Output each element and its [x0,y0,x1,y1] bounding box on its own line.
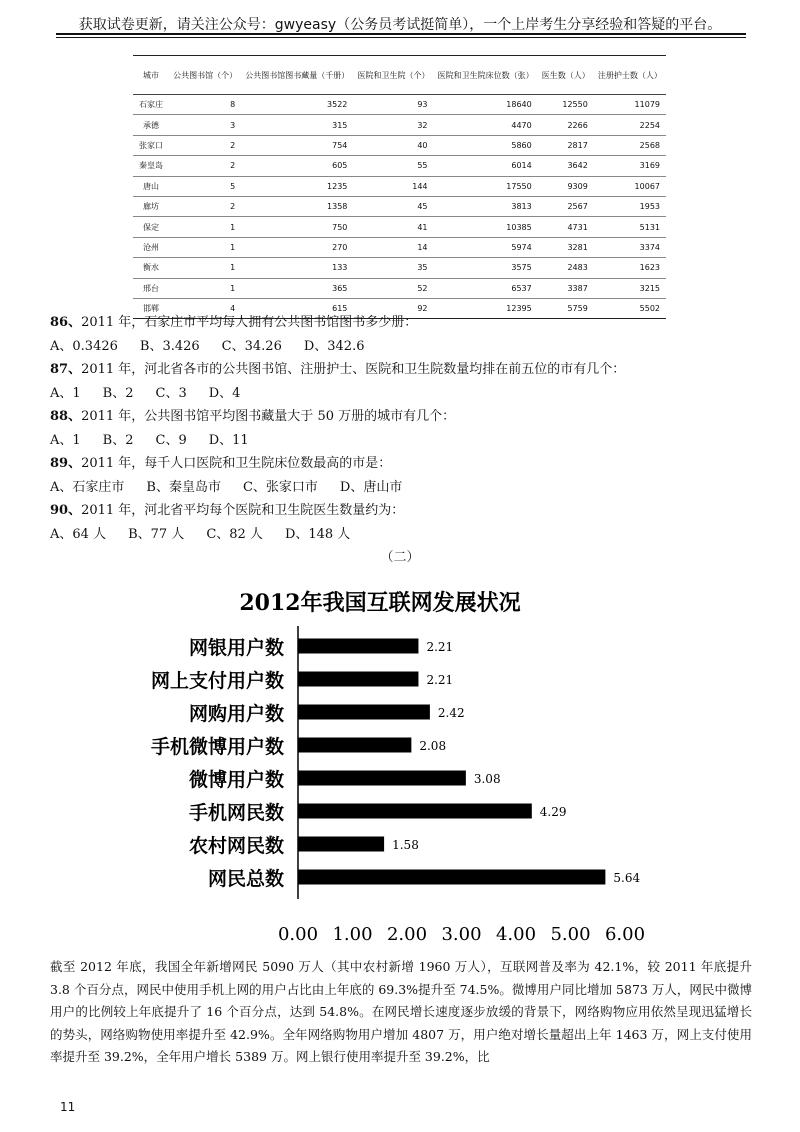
bar-category-label: 微博用户数 [188,769,284,791]
bar-value-label: 4.29 [539,805,567,819]
answer-option: C、9 [155,432,187,448]
table-value-cell: 9309 [538,176,594,196]
table-city-cell: 承德 [133,115,169,135]
answer-option: D、11 [208,432,249,448]
table-value-cell: 6014 [434,156,538,176]
table-city-cell: 邢台 [133,278,169,298]
table-value-cell: 52 [353,278,433,298]
table-value-cell: 2 [169,156,241,176]
answer-option: A、1 [50,385,81,401]
table-value-cell: 754 [241,135,353,155]
table-value-cell: 18640 [434,95,538,115]
table-header-cell: 城市 [133,56,169,95]
table-row [133,95,666,115]
table-row [133,176,666,196]
bar [298,804,532,819]
table-row [133,237,666,257]
table-value-cell: 2254 [594,115,666,135]
table-value-cell: 14 [353,237,433,257]
answer-option: A、1 [50,432,81,448]
question-stem [50,358,750,382]
table-value-cell: 750 [241,217,353,237]
question-number: 88、 [50,409,82,424]
table-header-cell: 注册护士数（人） [594,56,666,95]
chart-title: 2012年我国互联网发展状况 [239,590,521,616]
table-value-cell: 365 [241,278,353,298]
question-text: 2011 年，公共图书馆平均图书藏量大于 50 万册的城市有几个： [81,409,456,424]
answer-option: C、82 人 [206,526,263,542]
table-city-cell: 张家口 [133,135,169,155]
x-tick-label: 0.00 [277,924,319,945]
x-tick-label: 5.00 [550,924,591,945]
table-value-cell: 4470 [434,115,538,135]
table-value-cell: 5131 [594,217,666,237]
bar-category-label: 手机微博用户数 [150,736,284,758]
table-value-cell: 3522 [241,95,353,115]
answer-options [50,335,750,359]
table-value-cell: 133 [241,258,353,278]
bar-value-label: 2.42 [437,706,465,720]
table-row [133,196,666,216]
bar [298,870,605,885]
table-header-cell: 医院和卫生院床位数（张） [434,56,538,95]
answer-option: C、3 [155,385,187,401]
table-value-cell: 5 [169,176,241,196]
question-text: 2011 年，每千人口医院和卫生院床位数最高的市是： [81,456,392,471]
bar-category-label: 网银用户数 [188,637,284,659]
table-city-cell: 邯郸 [133,298,169,318]
table-value-cell: 93 [353,95,433,115]
bar-category-label: 手机网民数 [188,802,284,824]
table-value-cell: 2483 [538,258,594,278]
table-value-cell: 3642 [538,156,594,176]
bar-chart [150,578,670,948]
table-value-cell: 315 [241,115,353,135]
section-label: （二） [380,550,420,565]
table-value-cell: 2567 [538,196,594,216]
table-value-cell: 32 [353,115,433,135]
table-value-cell: 5502 [594,298,666,318]
table-city-cell: 石家庄 [133,95,169,115]
answer-options [50,382,750,406]
answer-options [50,476,750,500]
table-value-cell: 12395 [434,298,538,318]
bar-category-label: 农村网民数 [188,835,284,857]
table-value-cell: 1953 [594,196,666,216]
question-stem [50,452,750,476]
table-row [133,115,666,135]
question-list [50,311,750,570]
table-value-cell: 5759 [538,298,594,318]
table-city-cell: 沧州 [133,237,169,257]
bar [298,771,466,786]
answer-option: B、2 [102,432,134,448]
answer-options [50,523,750,547]
table-value-cell: 10385 [434,217,538,237]
answer-option: A、石家庄市 [50,479,125,495]
table-value-cell: 1358 [241,196,353,216]
table-value-cell: 2568 [594,135,666,155]
answer-option: C、34.26 [221,338,282,354]
bar [298,672,418,687]
table-value-cell: 45 [353,196,433,216]
table-value-cell: 1 [169,237,241,257]
question-stem [50,311,750,335]
answer-option: B、2 [102,385,134,401]
table-header-cell: 公共图书馆图书藏量（千册） [241,56,353,95]
table-value-cell: 12550 [538,95,594,115]
table-city-cell: 保定 [133,217,169,237]
answer-option: D、4 [208,385,241,401]
table-value-cell: 10067 [594,176,666,196]
table-value-cell: 1623 [594,258,666,278]
table-value-cell: 92 [353,298,433,318]
bar-value-label: 3.08 [473,772,501,786]
bar [298,738,411,753]
table-value-cell: 1 [169,217,241,237]
table-row [133,156,666,176]
bar-value-label: 2.08 [419,739,447,753]
question-text: 2011 年，石家庄市平均每人拥有公共图书馆图书多少册： [81,315,418,330]
table-value-cell: 8 [169,95,241,115]
header-rule-thick [56,33,746,35]
bar [298,837,384,852]
table-value-cell: 3387 [538,278,594,298]
bar-value-label: 5.64 [613,871,641,885]
question-number: 86、 [50,315,82,330]
table-value-cell: 3575 [434,258,538,278]
table-value-cell: 55 [353,156,433,176]
answer-option: D、唐山市 [339,479,403,495]
table-row [133,278,666,298]
table-value-cell: 40 [353,135,433,155]
bar-category-label: 网上支付用户数 [150,670,284,692]
question-text: 2011 年，河北省平均每个医院和卫生院医生数量约为： [81,503,405,518]
table-value-cell: 41 [353,217,433,237]
bar-value-label: 2.21 [426,673,454,687]
statistics-table [133,55,666,319]
table-value-cell: 11079 [594,95,666,115]
x-tick-label: 4.00 [495,924,537,945]
answer-option: D、148 人 [284,526,351,542]
table-row [133,135,666,155]
table-value-cell: 5860 [434,135,538,155]
x-tick-label: 2.00 [386,924,428,945]
table-value-cell: 605 [241,156,353,176]
table-value-cell: 17550 [434,176,538,196]
bar-category-label: 网购用户数 [188,703,284,725]
table-value-cell: 4731 [538,217,594,237]
answer-option: D、342.6 [303,338,365,354]
table-row [133,217,666,237]
answer-option: B、77 人 [128,526,185,542]
table-value-cell: 3281 [538,237,594,257]
x-tick-label: 6.00 [604,924,646,945]
answer-option: A、64 人 [50,526,107,542]
table-value-cell: 1235 [241,176,353,196]
page-number: 11 [60,1100,76,1114]
question-number: 89、 [50,456,82,471]
bar-value-label: 1.58 [392,838,419,852]
table-value-cell: 2 [169,135,241,155]
bar-category-label: 网民总数 [207,868,284,890]
table-value-cell: 3813 [434,196,538,216]
table-header-cell: 公共图书馆（个） [169,56,241,95]
question-number: 90、 [50,503,82,518]
table-row [133,258,666,278]
table-city-cell: 唐山 [133,176,169,196]
page-header-notice: 获取试卷更新，请关注公众号：gwyeasy（公务员考试挺简单），一个上岸考生分享经验和答疑的平台。 [78,17,722,33]
question-number: 87、 [50,362,82,377]
table-value-cell: 4 [169,298,241,318]
x-tick-label: 1.00 [332,924,373,945]
description-paragraph: 截至 2012 年底，我国全年新增网民 5090 万人（其中农村新增 1960 万人），互联网普及率为 42.1%，较 2011 年底提升 3.8 个百分点，网民中使用手机上网的用户占比由上年底的 69.3%提升至 74.5%。微博用户同比增加 5873 万人，网民中微博用户的比例较上年底提升了 16 个百分点，达到 54.8%。在网民增长速度逐步放缓的背景下，网络购物应用依然呈现迅猛增长的势头，网络购物使用率提升至 42.9%。全年网络购物用户增加 4807 万，用户绝对增长量超出上年 1463 万，网上支付使用率提升至 39.2%，全年用户增长 5389 万。网上银行使用率提升至 39.2%，比 [50,959,752,1064]
table-value-cell: 1 [169,258,241,278]
question-stem [50,405,750,429]
table-value-cell: 2266 [538,115,594,135]
table-header-row [133,56,666,95]
answer-option: A、0.3426 [50,338,118,354]
table-value-cell: 270 [241,237,353,257]
bar [298,705,430,720]
table-value-cell: 6537 [434,278,538,298]
answer-options [50,429,750,453]
table-value-cell: 3215 [594,278,666,298]
table-value-cell: 615 [241,298,353,318]
table-value-cell: 144 [353,176,433,196]
table-city-cell: 衡水 [133,258,169,278]
table-value-cell: 3374 [594,237,666,257]
table-value-cell: 1 [169,278,241,298]
bar [298,639,418,654]
table-value-cell: 2817 [538,135,594,155]
table-value-cell: 3169 [594,156,666,176]
table-header-cell: 医院和卫生院（个） [353,56,433,95]
x-tick-label: 3.00 [441,924,482,945]
table-value-cell: 35 [353,258,433,278]
table-city-cell: 廊坊 [133,196,169,216]
answer-option: C、张家口市 [242,479,318,495]
table-value-cell: 5974 [434,237,538,257]
header-rule-thin [56,37,746,38]
table-city-cell: 秦皇岛 [133,156,169,176]
table-value-cell: 3 [169,115,241,135]
question-stem [50,499,750,523]
bar-value-label: 2.21 [426,640,454,654]
table-value-cell: 2 [169,196,241,216]
answer-option: B、3.426 [139,338,200,354]
table-header-cell: 医生数（人） [538,56,594,95]
question-text: 2011 年，河北省各市的公共图书馆、注册护士、医院和卫生院数量均排在前五位的市有几个： [81,362,626,377]
answer-option: B、秦皇岛市 [146,479,221,495]
